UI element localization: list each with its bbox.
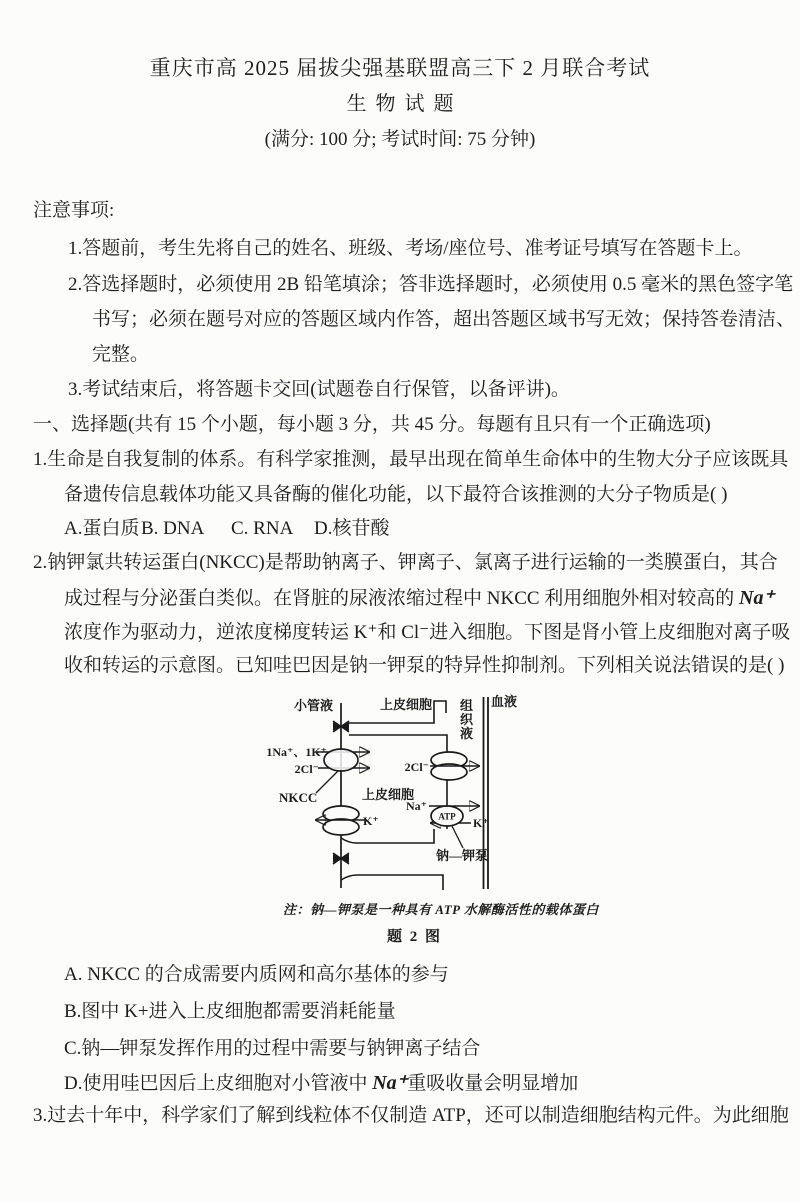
question-1-stem-line-2: 备遗传信息载体功能又具备酶的催化功能，以下最符合该推测的大分子物质是( ) <box>64 484 728 505</box>
section-1-heading: 一、选择题(共有 15 个小题，每小题 3 分，共 45 分。每题有且只有一个正确选项) <box>33 414 711 435</box>
question-2-option-d-post: 重吸收量会明显增加 <box>407 1073 579 1094</box>
blood-label: 血液 <box>491 694 518 709</box>
question-2-option-d <box>64 1072 578 1095</box>
question-2-stem-line-1: 2.钠钾氯共转运蛋白(NKCC)是帮助钠离子、钾离子、氯离子进行运输的一类膜蛋白，其合 <box>33 552 778 573</box>
potassium-right-label: K⁺ <box>473 816 489 830</box>
pump-pointer-line <box>452 826 463 848</box>
cell-top-boundary <box>349 735 447 752</box>
question-2-option-a: A. NKCC 的合成需要内质网和高尔基体的参与 <box>64 964 449 985</box>
nkcc-label: NKCC <box>279 790 318 805</box>
exam-meta-score-time: (满分: 100 分; 考试时间: 75 分钟) <box>264 129 536 150</box>
question-2-option-d-pre: D.使用哇巴因后上皮细胞对小管液中 <box>64 1073 373 1094</box>
nkcc-pointer-line <box>316 771 338 793</box>
question-1-stem-line-1: 1.生命是自我复制的体系。有科学家推测，最早出现在简单生命体中的生物大分子应该既具 <box>33 449 789 470</box>
exam-title: 重庆市高 2025 届拔尖强基联盟高三下 2 月联合考试 <box>149 56 651 80</box>
notice-item-2-line-3: 完整。 <box>92 344 150 365</box>
tubule-fluid-label: 小管液 <box>294 698 334 713</box>
svg-text:液: 液 <box>460 726 474 741</box>
question-2-option-c: C.钠—钾泵发挥作用的过程中需要与钠钾离子结合 <box>64 1038 481 1059</box>
chloride-left-label: 2Cl⁻ <box>294 762 319 776</box>
notice-item-3: 3.考试结束后，将答题卡交回(试题卷自行保管，以备评讲)。 <box>68 379 570 400</box>
q2-ion-transport-diagram <box>253 692 583 897</box>
question-2-option-b: B.图中 K+进入上皮细胞都需要消耗能量 <box>64 1001 396 1022</box>
chloride-channel-right <box>430 752 479 780</box>
tissue-fluid-label <box>460 698 474 741</box>
atp-label: ATP <box>438 811 456 822</box>
svg-text:织: 织 <box>460 712 474 727</box>
chloride-right-label: 2Cl⁻ <box>404 760 429 774</box>
ions-in-label: 1Na⁺、1K⁺ <box>266 745 327 759</box>
notice-item-2-line-1: 2.答选择题时，必须使用 2B 铅笔填涂；答非选择题时，必须使用 0.5 毫米的黑色签字笔 <box>68 274 794 295</box>
notice-heading: 注意事项: <box>33 200 115 221</box>
question-2-stem-line-2-text: 成过程与分泌蛋白类似。在肾脏的尿液浓缩过程中 NKCC 利用细胞外相对较高的 <box>64 588 740 609</box>
svg-text:组: 组 <box>460 698 474 713</box>
question-1-option-b: B. DNA <box>141 518 205 539</box>
sodium-right-label: Na⁺ <box>406 799 427 813</box>
epithelial-cell-top-label: 上皮细胞 <box>380 697 433 712</box>
question-3-stem-line-1: 3.过去十年中，科学家们了解到线粒体不仅制造 ATP，还可以制造细胞结构元件。为此细胞 <box>33 1105 789 1126</box>
exam-subject-title: 生物试题 <box>346 93 463 115</box>
sodium-ion-symbol-option-d: Na⁺ <box>372 1072 408 1094</box>
question-1-option-a: A.蛋白质 <box>64 518 140 539</box>
question-2-stem-line-2 <box>64 587 774 610</box>
sodium-ion-symbol: Na⁺ <box>739 587 775 609</box>
epithelial-cell-center-label: 上皮细胞 <box>362 787 415 802</box>
potassium-channel-left <box>316 806 367 835</box>
question-1-option-c: C. RNA <box>231 518 294 539</box>
potassium-left-label: K⁺ <box>363 814 379 828</box>
pump-label: 钠—钾泵 <box>436 848 489 863</box>
diagram-caption: 题 2 图 <box>387 929 443 945</box>
question-1-option-d: D.核苷酸 <box>314 518 390 539</box>
lower-cell-boundary <box>341 875 443 890</box>
question-2-stem-line-4: 收和转运的示意图。已知哇巴因是钠一钾泵的特异性抑制剂。下列相关说法错误的是( ) <box>64 655 785 676</box>
question-2-stem-line-3: 浓度作为驱动力，逆浓度梯度转运 K⁺和 Cl⁻进入细胞。下图是肾小管上皮细胞对离子吸 <box>64 622 791 643</box>
notice-item-2-line-2: 书写；必须在题号对应的答题区域内作答，超出答题区域书写无效；保持答卷清洁、 <box>92 309 796 330</box>
notice-item-1: 1.答题前，考生先将自己的姓名、班级、考场/座位号、准考证号填写在答题卡上。 <box>68 238 753 259</box>
diagram-note: 注：钠—钾泵是一种具有 ATP 水解酶活性的载体蛋白 <box>283 902 599 917</box>
